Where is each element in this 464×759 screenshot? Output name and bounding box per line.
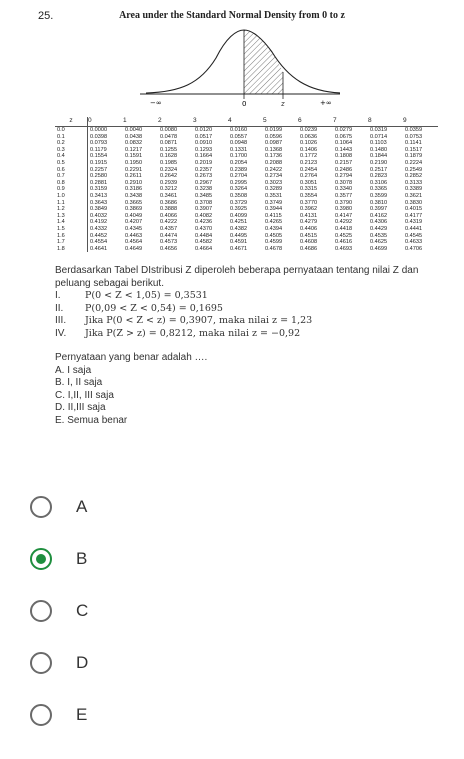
probability-cell: 0.1517: [405, 146, 423, 153]
table-row: [55, 134, 438, 141]
answer-option-a[interactable]: [30, 487, 230, 527]
probability-cell: 0.3508: [230, 192, 248, 199]
question-prompt: Pernyataan yang benar adalah ….: [55, 352, 208, 363]
probability-cell: 0.0120: [195, 127, 213, 133]
probability-cell: 0.1255: [160, 146, 178, 153]
table-row: [55, 213, 438, 220]
probability-cell: 0.4394: [265, 225, 283, 232]
probability-cell: 0.4452: [90, 232, 108, 239]
probability-cell: 0.4265: [265, 219, 283, 226]
probability-cell: 0.4177: [405, 212, 423, 219]
probability-cell: 0.3686: [160, 199, 178, 206]
statement-item: [55, 290, 455, 303]
label-z: z: [281, 100, 285, 108]
probability-cell: 0.3289: [265, 186, 283, 193]
table-row: [55, 140, 438, 147]
probability-cell: 0.1406: [300, 146, 318, 153]
table-row: [55, 200, 438, 207]
probability-cell: 0.1103: [370, 140, 387, 147]
answer-option-label: E: [76, 705, 88, 724]
probability-cell: 0.2486: [335, 166, 353, 173]
probability-cell: 0.1064: [335, 140, 353, 147]
table-row: [55, 206, 438, 213]
digit-column-header: 2: [158, 117, 193, 127]
probability-cell: 0.4332: [90, 225, 108, 232]
probability-cell: 0.3621: [405, 192, 423, 199]
probability-cell: 0.4616: [335, 239, 353, 246]
digit-column-header: 9: [403, 117, 438, 127]
probability-cell: 0.4236: [195, 219, 213, 226]
question-number: 25.: [38, 10, 54, 22]
z-table: [55, 117, 438, 252]
radio-unselected-icon[interactable]: [30, 600, 52, 622]
answer-option-d[interactable]: [30, 643, 230, 683]
probability-cell: 0.4292: [335, 219, 353, 226]
probability-cell: 0.1664: [195, 153, 213, 160]
probability-cell: 0.2019: [195, 159, 213, 166]
z-value-cell: 1.2: [55, 206, 88, 213]
digit-column-header: 0: [88, 117, 124, 127]
table-row: [55, 127, 438, 134]
probability-cell: 0.4608: [300, 239, 318, 246]
probability-cell: 0.3810: [370, 199, 388, 206]
probability-cell: 0.4474: [160, 232, 178, 239]
choice-text: D. II,III saja: [55, 402, 106, 413]
answer-option-label: C: [76, 601, 89, 620]
probability-cell: 0.2123: [300, 159, 318, 166]
probability-cell: 0.3438: [125, 192, 143, 199]
probability-cell: 0.4441: [405, 225, 423, 232]
probability-cell: 0.3133: [405, 179, 423, 186]
table-row: [55, 153, 438, 160]
probability-cell: 0.0636: [300, 133, 318, 140]
probability-cell: 0.3485: [195, 192, 213, 199]
probability-cell: 0.3106: [370, 179, 388, 186]
choice-text: E. Semua benar: [55, 414, 128, 426]
probability-cell: 0.2088: [265, 159, 283, 166]
probability-cell: 0.3315: [300, 186, 318, 193]
probability-cell: 0.4582: [195, 239, 213, 246]
probability-cell: 0.0080: [160, 127, 178, 133]
probability-cell: 0.4693: [335, 245, 353, 252]
probability-cell: 0.4147: [335, 212, 353, 219]
probability-cell: 0.0596: [265, 133, 283, 140]
probability-cell: 0.3790: [335, 199, 353, 206]
probability-cell: 0.4671: [230, 245, 248, 252]
probability-cell: 0.3599: [370, 192, 388, 199]
probability-cell: 0.1844: [370, 153, 388, 160]
table-row: [55, 193, 438, 200]
probability-cell: 0.3907: [195, 206, 213, 213]
z-value-cell: 1.7: [55, 239, 88, 246]
probability-cell: 0.3665: [125, 199, 143, 206]
probability-cell: 0.2995: [230, 179, 248, 186]
probability-cell: 0.4573: [160, 239, 178, 246]
probability-cell: 0.4099: [230, 212, 248, 219]
probability-cell: 0.0239: [300, 127, 318, 133]
normal-curve-figure: [140, 22, 340, 112]
z-value-cell: 0.9: [55, 186, 88, 193]
probability-cell: 0.4664: [195, 245, 213, 252]
statement-number: IV.: [55, 327, 67, 339]
probability-cell: 0.4115: [265, 212, 282, 219]
table-row: [55, 226, 438, 233]
statement-number: II.: [55, 302, 64, 314]
probability-cell: 0.3264: [230, 186, 248, 193]
probability-cell: 0.3051: [300, 179, 318, 186]
z-value-cell: 1.0: [55, 193, 88, 200]
probability-cell: 0.3888: [160, 206, 178, 213]
probability-cell: 0.1591: [125, 153, 143, 160]
probability-cell: 0.2257: [90, 166, 108, 173]
probability-cell: 0.4406: [300, 225, 318, 232]
probability-cell: 0.0517: [195, 133, 213, 140]
probability-cell: 0.0199: [265, 127, 283, 133]
probability-cell: 0.2291: [125, 166, 143, 173]
probability-cell: 0.0438: [125, 133, 143, 140]
table-row: [55, 147, 438, 154]
probability-cell: 0.2224: [405, 159, 423, 166]
radio-unselected-icon[interactable]: [30, 704, 52, 726]
z-value-cell: 1.8: [55, 246, 88, 253]
probability-cell: 0.2549: [405, 166, 423, 173]
probability-cell: 0.4463: [125, 232, 143, 239]
probability-cell: 0.1368: [265, 146, 283, 153]
digit-column-header: 4: [228, 117, 263, 127]
probability-cell: 0.1480: [370, 146, 388, 153]
probability-cell: 0.3849: [90, 206, 108, 213]
probability-cell: 0.0987: [265, 140, 283, 147]
probability-cell: 0.3770: [300, 199, 318, 206]
probability-cell: 0.0478: [160, 133, 178, 140]
probability-cell: 0.1808: [335, 153, 353, 160]
statement-text: Jika P(0 < Z < z) = 0,3907, maka nilai z = 1,23: [85, 315, 313, 326]
z-value-cell: 0.0: [55, 127, 88, 134]
answer-option-b[interactable]: [30, 539, 230, 579]
probability-cell: 0.3023: [265, 179, 283, 186]
statement-number: III.: [55, 315, 67, 326]
probability-cell: 0.3708: [195, 199, 213, 206]
probability-cell: 0.3238: [195, 186, 213, 193]
z-column-header: z: [55, 117, 88, 127]
probability-cell: 0.4678: [265, 245, 283, 252]
probability-cell: 0.0359: [405, 127, 423, 133]
z-value-cell: 0.4: [55, 153, 88, 160]
probability-cell: 0.3729: [230, 199, 248, 206]
question-text: [55, 265, 455, 427]
probability-cell: 0.0279: [335, 127, 353, 133]
probability-cell: 0.4370: [195, 225, 213, 232]
probability-cell: 0.0793: [90, 140, 108, 147]
statement-text: Jika P(Z > z) = 0,8212, maka nilai z = −0,92: [85, 327, 301, 339]
z-value-cell: 1.4: [55, 219, 88, 226]
probability-cell: 0.2611: [125, 173, 142, 180]
probability-cell: 0.4554: [90, 239, 108, 246]
probability-cell: 0.4319: [405, 219, 423, 226]
table-row: [55, 233, 438, 240]
probability-cell: 0.4686: [300, 245, 318, 252]
probability-cell: 0.2794: [335, 173, 353, 180]
label-pos-inf: +∞: [320, 99, 332, 107]
probability-cell: 0.0714: [370, 133, 388, 140]
probability-cell: 0.3531: [265, 192, 283, 199]
probability-cell: 0.4382: [230, 225, 248, 232]
probability-cell: 0.4641: [90, 245, 108, 252]
table-row: [55, 246, 438, 253]
probability-cell: 0.2881: [90, 179, 108, 186]
table-row: [55, 160, 438, 167]
probability-cell: 0.3159: [90, 186, 108, 193]
statement-text: P(0 < Z < 1,05) = 0,3531: [85, 290, 208, 301]
probability-cell: 0.1554: [90, 153, 108, 160]
digit-column-header: 7: [333, 117, 368, 127]
probability-cell: 0.3577: [335, 192, 353, 199]
statement-number: I.: [55, 290, 61, 301]
probability-cell: 0.1915: [90, 159, 108, 166]
probability-cell: 0.2190: [370, 159, 388, 166]
probability-cell: 0.0753: [405, 133, 423, 140]
table-row: [55, 239, 438, 246]
probability-cell: 0.4251: [230, 219, 248, 226]
answer-option-c[interactable]: [30, 591, 230, 631]
probability-cell: 0.4207: [125, 219, 143, 226]
digit-column-header: 5: [263, 117, 298, 127]
probability-cell: 0.3944: [265, 206, 283, 213]
probability-cell: 0.1950: [125, 159, 143, 166]
answer-option-label: B: [76, 549, 88, 568]
probability-cell: 0.0398: [90, 133, 108, 140]
probability-cell: 0.3340: [335, 186, 353, 193]
digit-column-header: 8: [368, 117, 403, 127]
probability-cell: 0.2939: [160, 179, 178, 186]
probability-cell: 0.4015: [405, 206, 423, 213]
probability-cell: 0.3980: [335, 206, 353, 213]
question-intro: Berdasarkan Tabel DIstribusi Z diperoleh beberapa pernyataan tentang nilai Z dan peluang sebagai berikut.: [55, 265, 419, 289]
probability-cell: 0.0832: [125, 140, 143, 147]
probability-cell: 0.3212: [160, 186, 178, 193]
z-value-cell: 1.5: [55, 226, 88, 233]
statement-item: [55, 328, 455, 341]
probability-cell: 0.0040: [125, 127, 143, 133]
probability-cell: 0.3365: [370, 186, 388, 193]
table-row: [55, 180, 438, 187]
probability-cell: 0.1443: [335, 146, 353, 153]
probability-cell: 0.3749: [265, 199, 283, 206]
probability-cell: 0.3078: [335, 179, 353, 186]
probability-cell: 0.4564: [125, 239, 143, 246]
table-row: [55, 173, 438, 180]
probability-cell: 0.2673: [195, 173, 213, 180]
radio-unselected-icon[interactable]: [30, 652, 52, 674]
z-value-cell: 0.7: [55, 173, 88, 180]
probability-cell: 0.3389: [405, 186, 423, 193]
probability-cell: 0.4192: [90, 219, 108, 226]
probability-cell: 0.0948: [230, 140, 248, 147]
probability-cell: 0.4699: [370, 245, 388, 252]
probability-cell: 0.4357: [160, 225, 178, 232]
probability-cell: 0.4131: [300, 212, 318, 219]
z-value-cell: 1.3: [55, 213, 88, 220]
probability-cell: 0.0910: [195, 140, 213, 147]
probability-cell: 0.2764: [300, 173, 318, 180]
radio-unselected-icon[interactable]: [30, 496, 52, 518]
choice-text: B. I, II saja: [55, 377, 103, 388]
probability-cell: 0.4306: [370, 219, 388, 226]
probability-cell: 0.4633: [405, 239, 423, 246]
probability-cell: 0.2967: [195, 179, 213, 186]
z-value-cell: 1.6: [55, 233, 88, 240]
probability-cell: 0.2157: [335, 159, 353, 166]
probability-cell: 0.4162: [370, 212, 388, 219]
probability-cell: 0.2324: [160, 166, 178, 173]
probability-cell: 0.2389: [230, 166, 248, 173]
z-value-cell: 0.2: [55, 140, 88, 147]
probability-cell: 0.0557: [230, 133, 248, 140]
probability-cell: 0.1179: [90, 146, 107, 153]
probability-cell: 0.4545: [405, 232, 423, 239]
probability-cell: 0.4345: [125, 225, 143, 232]
digit-column-header: 6: [298, 117, 333, 127]
probability-cell: 0.2454: [300, 166, 318, 173]
probability-cell: 0.4429: [370, 225, 388, 232]
probability-cell: 0.1879: [405, 153, 423, 160]
probability-cell: 0.0675: [335, 133, 353, 140]
probability-cell: 0.3643: [90, 199, 108, 206]
probability-cell: 0.3869: [125, 206, 143, 213]
probability-cell: 0.1217: [125, 146, 143, 153]
probability-cell: 0.3925: [230, 206, 248, 213]
probability-cell: 0.2357: [195, 166, 213, 173]
probability-cell: 0.2734: [265, 173, 283, 180]
probability-cell: 0.2852: [405, 173, 423, 180]
radio-selected-icon[interactable]: [30, 548, 52, 570]
probability-cell: 0.4535: [370, 232, 388, 239]
probability-cell: 0.2054: [230, 159, 248, 166]
choice-text: C. I,II, III saja: [55, 389, 114, 401]
probability-cell: 0.4495: [230, 232, 248, 239]
probability-cell: 0.4222: [160, 219, 178, 226]
probability-cell: 0.2642: [160, 173, 178, 180]
probability-cell: 0.2910: [125, 179, 143, 186]
probability-cell: 0.1700: [230, 153, 248, 160]
z-value-cell: 0.8: [55, 180, 88, 187]
probability-cell: 0.3186: [125, 186, 143, 193]
probability-cell: 0.4649: [125, 245, 143, 252]
probability-cell: 0.3997: [370, 206, 388, 213]
probability-cell: 0.1293: [195, 146, 213, 153]
probability-cell: 0.1331: [230, 146, 248, 153]
z-value-cell: 0.3: [55, 147, 88, 154]
probability-cell: 0.3461: [160, 192, 178, 199]
probability-cell: 0.1026: [300, 140, 318, 147]
probability-cell: 0.3830: [405, 199, 423, 206]
probability-cell: 0.2704: [230, 173, 248, 180]
probability-cell: 0.3413: [90, 192, 108, 199]
z-value-cell: 0.1: [55, 134, 88, 141]
probability-cell: 0.4515: [300, 232, 318, 239]
probability-cell: 0.4032: [90, 212, 108, 219]
probability-cell: 0.4049: [125, 212, 143, 219]
label-zero: 0: [242, 100, 247, 108]
table-title: Area under the Standard Normal Density from 0 to z: [119, 10, 345, 21]
table-row: [55, 219, 438, 226]
probability-cell: 0.0871: [160, 140, 178, 147]
probability-cell: 0.1628: [160, 153, 178, 160]
probability-cell: 0.2422: [265, 166, 283, 173]
probability-cell: 0.4656: [160, 245, 178, 252]
digit-column-header: 3: [193, 117, 228, 127]
probability-cell: 0.4625: [370, 239, 388, 246]
answer-option-label: A: [76, 497, 88, 516]
probability-cell: 0.3554: [300, 192, 318, 199]
probability-cell: 0.3962: [300, 206, 318, 213]
table-row: [55, 186, 438, 193]
probability-cell: 0.1772: [300, 153, 318, 160]
probability-cell: 0.4484: [195, 232, 213, 239]
table-row: [55, 167, 438, 174]
probability-cell: 0.4418: [335, 225, 353, 232]
probability-cell: 0.4706: [405, 245, 423, 252]
probability-cell: 0.1985: [160, 159, 178, 166]
probability-cell: 0.0000: [90, 127, 108, 133]
digit-column-header: 1: [123, 117, 158, 127]
probability-cell: 0.0319: [370, 127, 388, 133]
probability-cell: 0.0160: [230, 127, 248, 133]
probability-cell: 0.4066: [160, 212, 178, 219]
choice-text: A. I saja: [55, 364, 92, 376]
statement-item: [55, 303, 455, 316]
probability-cell: 0.1736: [265, 153, 283, 160]
probability-cell: 0.4279: [300, 219, 318, 226]
label-neg-inf: −∞: [150, 99, 162, 107]
shaded-area: [244, 30, 283, 94]
probability-cell: 0.4505: [265, 232, 283, 239]
probability-cell: 0.2517: [370, 166, 388, 173]
statement-item: [55, 315, 455, 328]
probability-cell: 0.4525: [335, 232, 353, 239]
probability-cell: 0.2580: [90, 173, 108, 180]
z-value-cell: 1.1: [55, 200, 88, 207]
probability-cell: 0.4599: [265, 239, 283, 246]
answer-option-e[interactable]: [30, 695, 230, 735]
z-value-cell: 0.5: [55, 160, 88, 167]
probability-cell: 0.1141: [405, 140, 422, 147]
z-value-cell: 0.6: [55, 167, 88, 174]
probability-cell: 0.4591: [230, 239, 248, 246]
probability-cell: 0.4082: [195, 212, 213, 219]
density-curve: [146, 30, 340, 93]
statement-text: P(0,09 < Z < 0,54) = 0,1695: [85, 302, 223, 314]
probability-cell: 0.2823: [370, 173, 388, 180]
answer-option-label: D: [76, 653, 89, 672]
